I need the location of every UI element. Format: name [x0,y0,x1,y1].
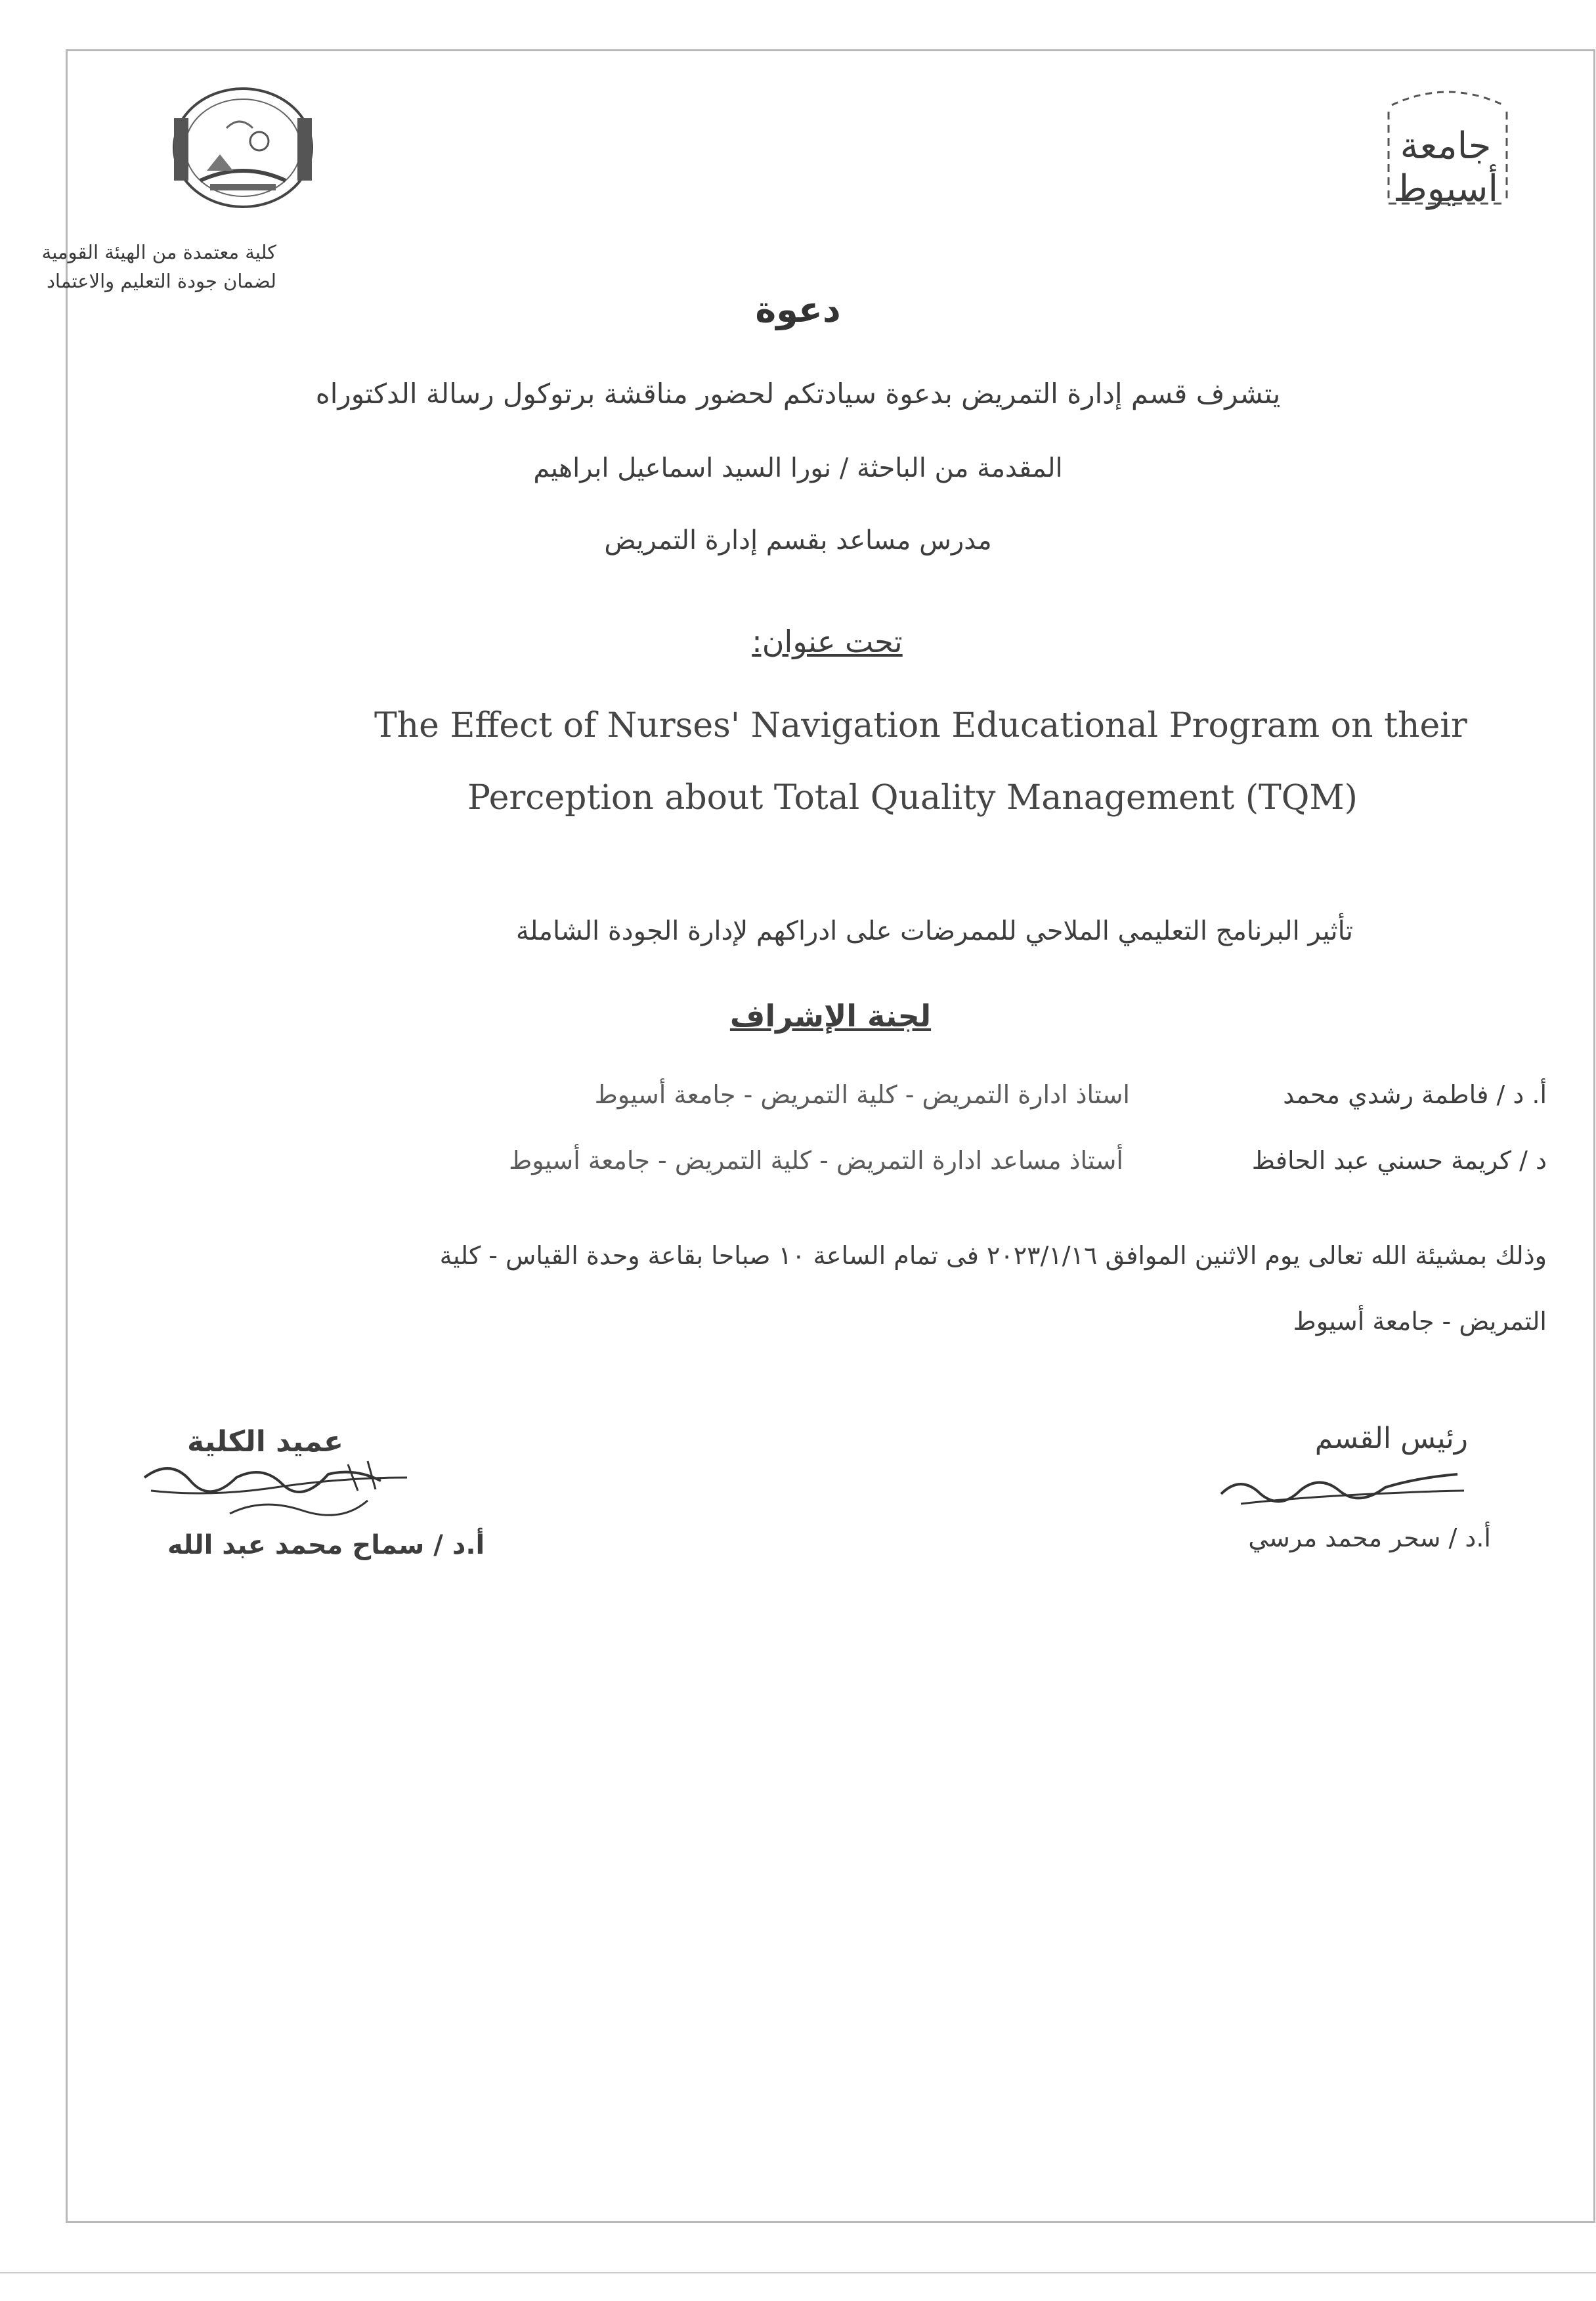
department-head-role: رئيس القسم [1314,1422,1468,1455]
event-details-line-2: التمريض - جامعة أسيوط [1293,1307,1547,1336]
page-border [66,49,1595,2223]
faculty-logo-icon [161,82,325,213]
invitation-line-3: مدرس مساعد بقسم إدارة التمريض [604,525,992,556]
faculty-accreditation-line1: كلية معتمدة من الهيئة القومية [41,241,276,263]
department-head-signature-icon [1201,1455,1477,1520]
scan-bottom-edge [0,2272,1596,2273]
department-head-name: أ.د / سحر محمد مرسي [1248,1523,1491,1552]
dean-signature-icon [131,1451,427,1530]
supervisor-1-position: استاذ ادارة التمريض - كلية التمريض - جامعة أسيوط [594,1080,1130,1109]
english-title-line-2: Perception about Total Quality Management (TQM) [467,778,1358,818]
dean-name: أ.د / سماح محمد عبد الله [167,1530,485,1560]
university-logo-text: جامعة أسيوط [1392,125,1499,210]
committee-label: لجنة الإشراف [729,998,932,1034]
supervisor-2-position: أستاذ مساعد ادارة التمريض - كلية التمريض - جامعة أسيوط [509,1146,1123,1175]
arabic-thesis-title: تأثير البرنامج التعليمي الملاحي للممرضات على ادراكهم لإدارة الجودة الشاملة [515,916,1353,946]
faculty-accreditation-text [42,238,276,296]
under-title-label: تحت عنوان: [752,624,903,659]
supervisor-2-name: د / كريمة حسني عبد الحافظ [1251,1146,1547,1175]
supervisor-1-name: أ. د / فاطمة رشدي محمد [1283,1080,1547,1109]
event-details-line-1: وذلك بمشيئة الله تعالى يوم الاثنين الموافق ٢٠٢٣/١/١٦ فى تمام الساعة ١٠ صباحا بقاعة وحدة القياس - كلية [439,1241,1547,1270]
invitation-line-1: يتشرف قسم إدارة التمريض بدعوة سيادتكم لحضور مناقشة برتوكول رسالة الدكتوراه [315,378,1281,410]
invitation-title: دعوة [755,289,841,330]
english-title-line-1: The Effect of Nurses' Navigation Educational Program on their [374,706,1467,745]
faculty-accreditation-line2: لضمان جودة التعليم والاعتماد [46,270,276,292]
invitation-line-2: المقدمة من الباحثة / نورا السيد اسماعيل ابراهيم [533,453,1063,483]
dean-role: عميد الكلية [187,1425,344,1458]
